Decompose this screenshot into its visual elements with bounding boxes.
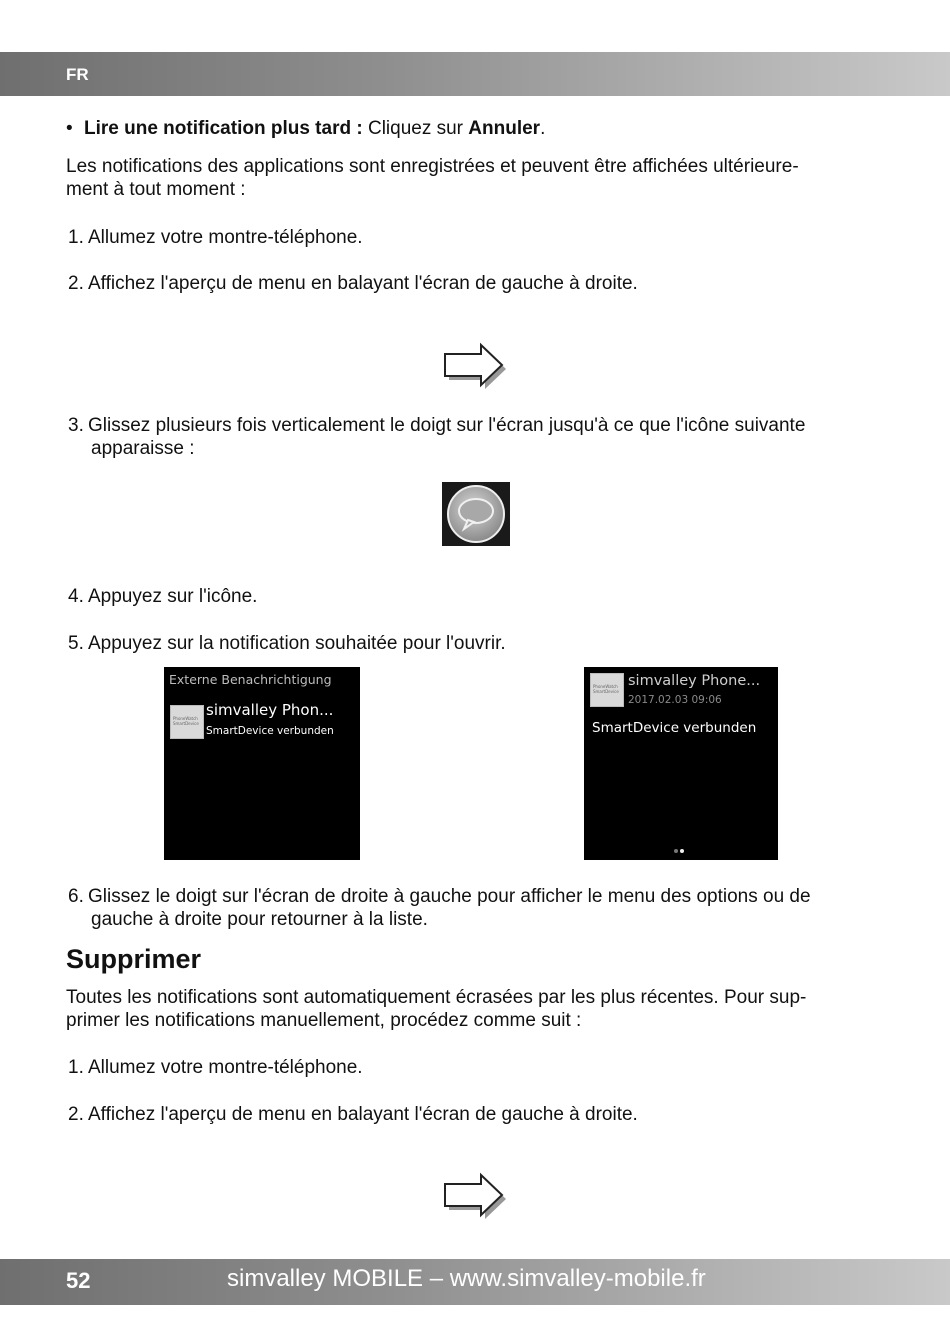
page-number: 52	[66, 1268, 91, 1293]
step-2-text: Affichez l'aperçu de menu en balayant l'écran de gauche à droite.	[88, 273, 638, 294]
step-3-number: 3.	[68, 415, 84, 436]
step-1-number: 1.	[68, 227, 84, 248]
notification-list-screenshot	[164, 667, 360, 860]
footer-text: simvalley MOBILE – www.simvalley-mobile.fr	[227, 1265, 706, 1292]
section2-line-1: Toutes les notifications sont automatiquement écrasées par les plus récentes. Pour sup-	[66, 987, 807, 1008]
thumbnail-text: PhoneWatch SmartDevice	[173, 716, 199, 726]
intro-line-2: ment à tout moment :	[66, 179, 246, 200]
bullet-bold-action: Annuler	[468, 118, 541, 139]
speech-bubble-icon	[442, 482, 510, 546]
detail-body: SmartDevice verbunden	[592, 720, 757, 736]
section2-step-2-text: Affichez l'aperçu de menu en balayant l'écran de gauche à droite.	[88, 1104, 638, 1125]
section-heading: Supprimer	[66, 944, 202, 974]
notification-thumbnail	[590, 673, 624, 707]
bullet-end: .	[540, 118, 546, 139]
step-5-number: 5.	[68, 633, 84, 654]
step-4-number: 4.	[68, 586, 84, 607]
list-item-title: simvalley Phon...	[206, 701, 334, 719]
page-indicator-dot-active	[680, 849, 684, 853]
step-6-line-2: gauche à droite pour retourner à la liste.	[91, 909, 428, 930]
notification-thumbnail	[170, 705, 204, 739]
page-indicator-dot	[674, 849, 678, 853]
step-1-text: Allumez votre montre-téléphone.	[88, 227, 363, 248]
step-6-line-1: Glissez le doigt sur l'écran de droite à gauche pour afficher le menu des options ou de	[88, 886, 811, 907]
detail-title: simvalley Phone...	[628, 673, 761, 689]
section2-line-2: primer les notifications manuellement, procédez comme suit :	[66, 1010, 582, 1031]
bullet-text: Cliquez sur	[362, 118, 469, 139]
bullet-dot: •	[66, 118, 73, 139]
step-5-text: Appuyez sur la notification souhaitée pour l'ouvrir.	[88, 633, 506, 654]
list-screen-title: Externe Benachrichtigung	[169, 672, 332, 687]
header-bar	[0, 52, 950, 96]
detail-timestamp: 2017.02.03 09:06	[628, 694, 722, 706]
section2-step-1-text: Allumez votre montre-téléphone.	[88, 1057, 363, 1078]
step-2-number: 2.	[68, 273, 84, 294]
list-item-subtitle: SmartDevice verbunden	[206, 725, 334, 737]
section2-step-1-number: 1.	[68, 1057, 84, 1078]
notification-app-icon	[442, 482, 510, 546]
step-6-number: 6.	[68, 886, 84, 907]
step-4-text: Appuyez sur l'icône.	[88, 586, 258, 607]
intro-line-1: Les notifications des applications sont enregistrées et peuvent être affichées ultérieure-	[66, 156, 799, 177]
language-label: FR	[66, 65, 89, 84]
bullet-item	[66, 117, 545, 140]
bullet-bold-lead: Lire une notification plus tard :	[84, 118, 363, 139]
right-arrow-icon	[443, 1172, 507, 1220]
right-arrow-icon	[443, 342, 507, 390]
step-3-line-1: Glissez plusieurs fois verticalement le doigt sur l'écran jusqu'à ce que l'icône suivante	[88, 415, 806, 436]
step-3-line-2: apparaisse :	[91, 438, 195, 459]
section2-step-2-number: 2.	[68, 1104, 84, 1125]
thumbnail-text: PhoneWatch SmartDevice	[593, 684, 619, 694]
notification-detail-screenshot	[584, 667, 778, 860]
